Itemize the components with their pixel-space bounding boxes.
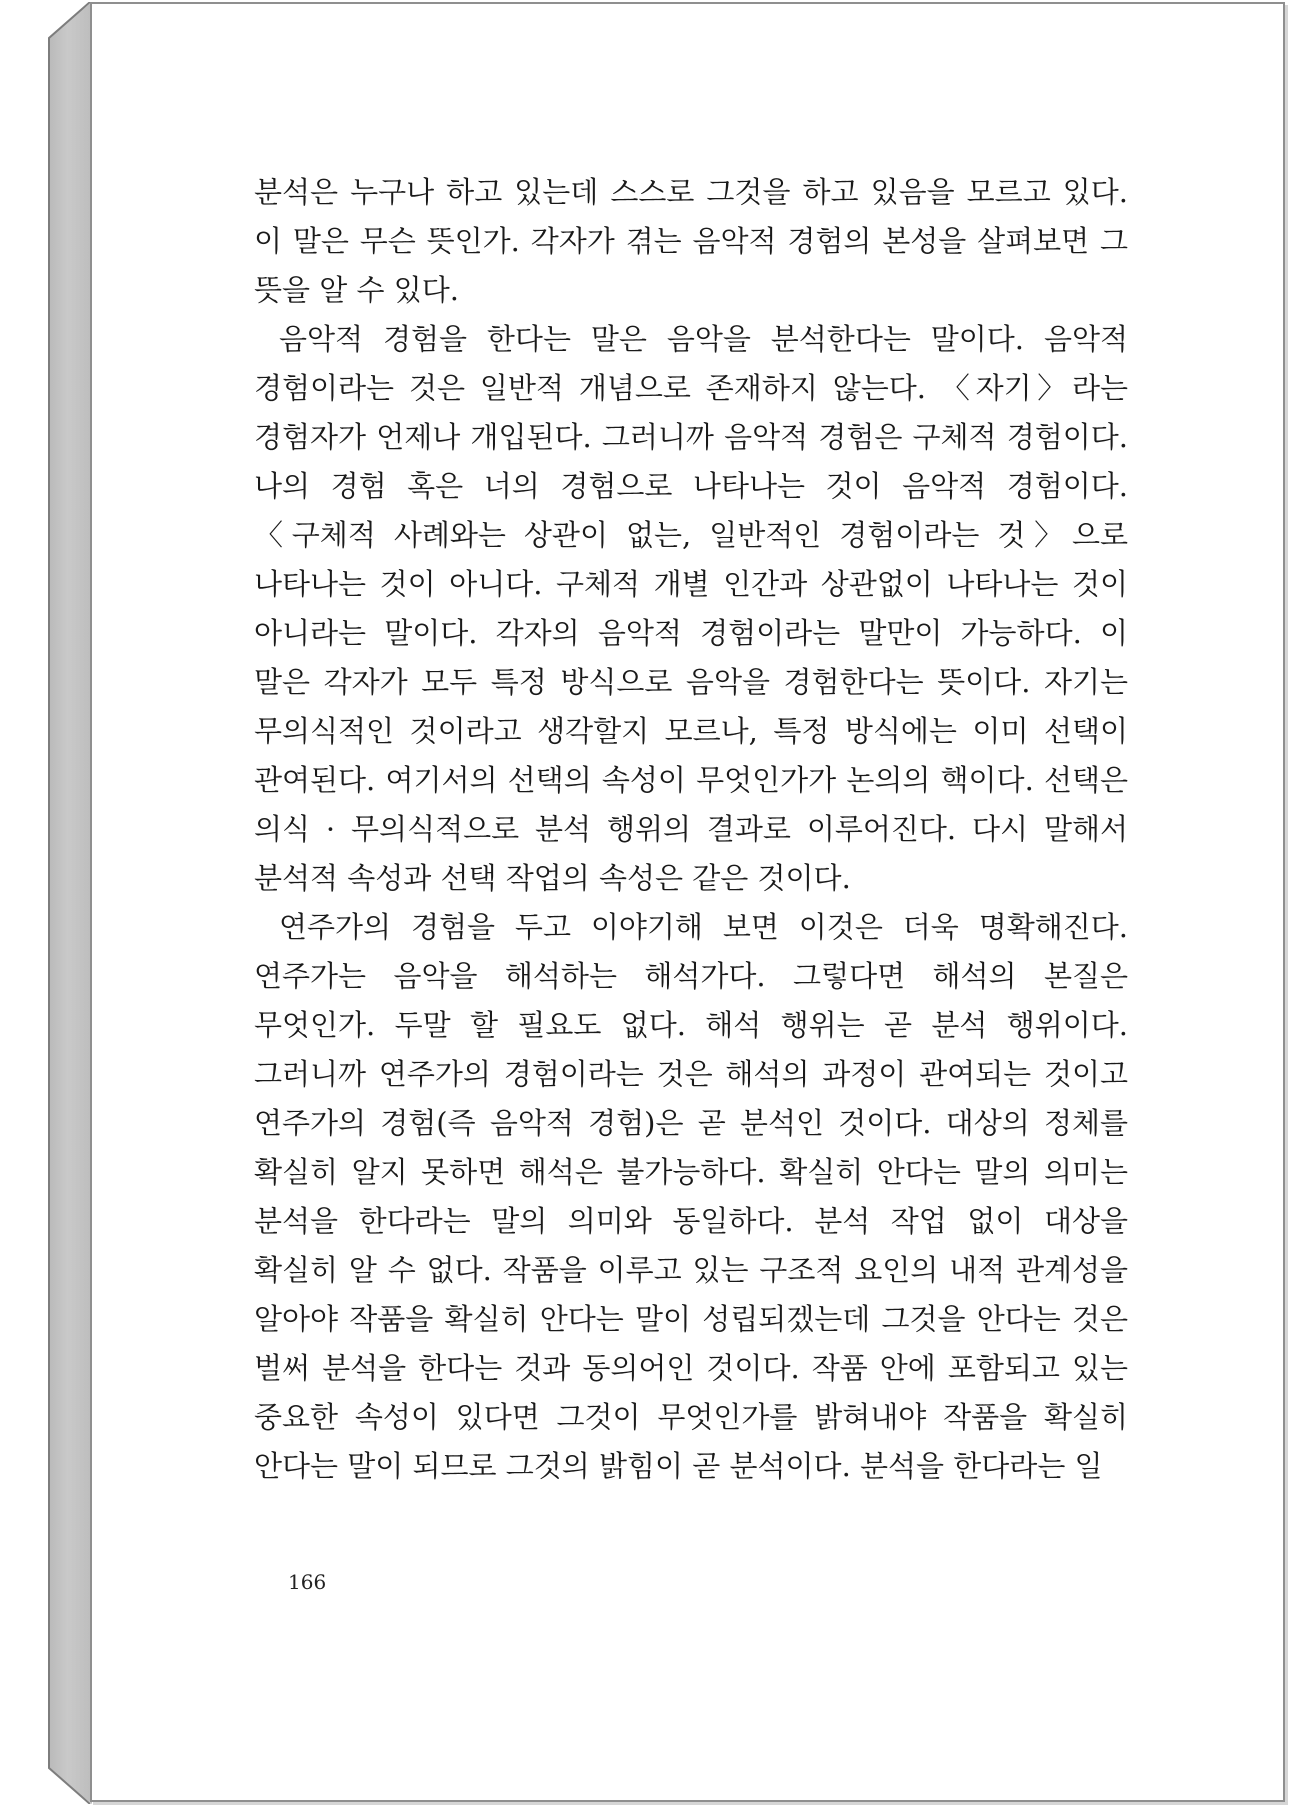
paragraph-3: 연주가의 경험을 두고 이야기해 보면 이것은 더욱 명확해진다. 연주가는 음악을 해석하는 해석가다. 그렇다면 해석의 본질은 무엇인가. 두말 할 필요도 없다. 해석 행위는 곧 분석 행위이다. 그러니까 연주가의 경험이라는 것은 해석의 과정이 관여되는 것이고 연주가의 경험(즉 음악적 경험)은 곧 분석인 것이다. 대상의 정체를 확실히 알지 못하면 해석은 불가능하다. 확실히 안다는 말의 의미는 분석을 한다라는 말의 의미와 동일하다. 분석 작업 없이 대상을 확실히 알 수 없다. 작품을 이루고 있는 구조적 요인의 내적 관계성을 알아야 작품을 확실히 안다는 말이 성립되겠는데 그것을 안다는 것은 벌써 분석을 한다는 것과 동의어인 것이다. 작품 안에 포함되고 있는 중요한 속성이 있다면 그것이 무엇인가를 밝혀내야 작품을 확실히 안다는 말이 되므로 그것의 밝힘이 곧 분석이다. 분석을 한다라는 일 [254, 910, 1128, 1483]
body-text [254, 168, 1128, 1491]
paragraph-1: 분석은 누구나 하고 있는데 스스로 그것을 하고 있음을 모르고 있다. 이 말은 무슨 뜻인가. 각자가 겪는 음악적 경험의 본성을 살펴보면 그 뜻을 알 수 있다. [254, 175, 1128, 307]
book-spine-outline [48, 2, 92, 1804]
page-number: 166 [288, 1570, 327, 1594]
paragraph-2: 음악적 경험을 한다는 말은 음악을 분석한다는 말이다. 음악적 경험이라는 것은 일반적 개념으로 존재하지 않는다. 〈자기〉라는 경험자가 언제나 개입된다. 그러니까 음악적 경험은 구체적 경험이다. 나의 경험 혹은 너의 경험으로 나타나는 것이 음악적 경험이다. 〈구체적 사례와는 상관이 없는, 일반적인 경험이라는 것〉으로 나타나는 것이 아니다. 구체적 개별 인간과 상관없이 나타나는 것이 아니라는 말이다. 각자의 음악적 경험이라는 말만이 가능하다. 이 말은 각자가 모두 특정 방식으로 음악을 경험한다는 뜻이다. 자기는 무의식적인 것이라고 생각할지 모르나, 특정 방식에는 이미 선택이 관여된다. 여기서의 선택의 속성이 무엇인가가 논의의 핵이다. 선택은 의식 · 무의식적으로 분석 행위의 결과로 이루어진다. 다시 말해서 분석적 속성과 선택 작업의 속성은 같은 것이다. [254, 322, 1128, 895]
